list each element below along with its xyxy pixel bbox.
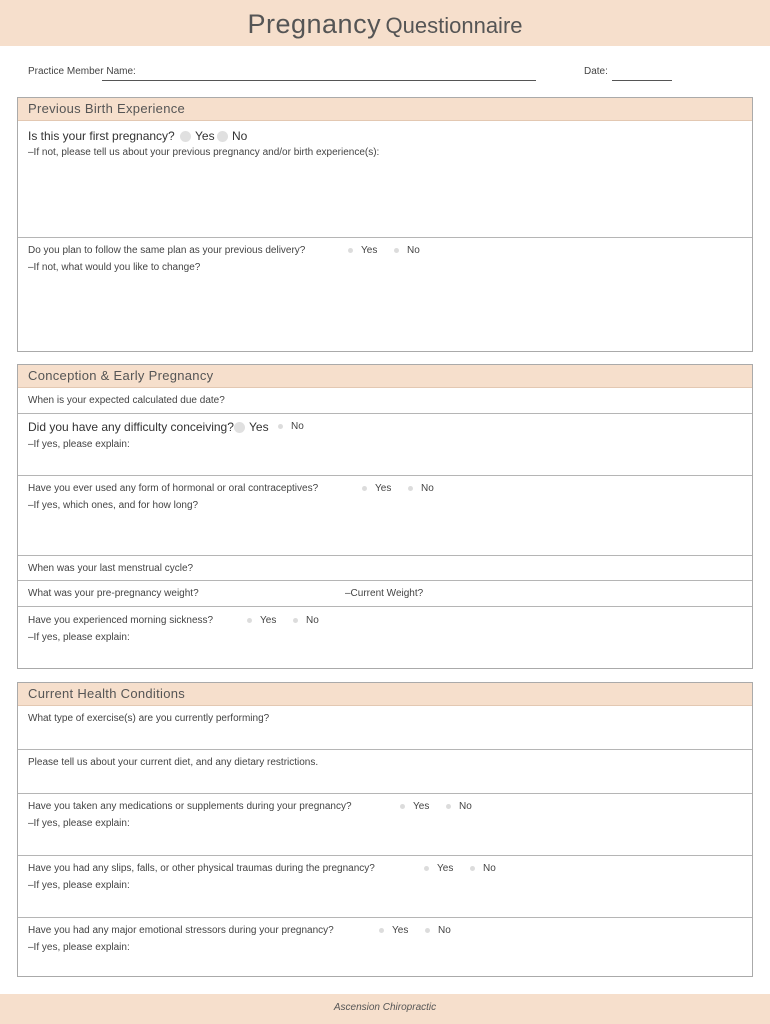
difficulty-followup: –If yes, please explain: — [28, 439, 130, 450]
first-pregnancy-followup: –If not, please tell us about your previous pregnancy and/or birth experience(s): — [28, 147, 380, 158]
radio-icon[interactable] — [394, 248, 399, 253]
radio-icon[interactable] — [362, 486, 367, 491]
date-field[interactable] — [612, 80, 672, 81]
sickness-no-option[interactable]: No — [293, 615, 319, 626]
menstrual-question: When was your last menstrual cycle? — [28, 563, 194, 574]
contraceptives-followup: –If yes, which ones, and for how long? — [28, 500, 199, 511]
contraceptives-no-option[interactable]: No — [408, 483, 434, 494]
member-name-label: Practice Member Name: — [28, 66, 136, 77]
difficulty-block — [18, 414, 752, 476]
contraceptives-question: Have you ever used any form of hormonal or oral contraceptives? — [28, 483, 319, 494]
contraceptives-block — [18, 476, 752, 556]
stressors-yes-option[interactable]: Yes — [379, 925, 408, 936]
member-name-field[interactable] — [102, 80, 536, 81]
sickness-block — [18, 607, 752, 669]
page-title-part2: Questionnaire — [385, 13, 523, 38]
same-plan-question: Do you plan to follow the same plan as your previous delivery? — [28, 245, 306, 256]
first-pregnancy-question: Is this your first pregnancy? — [28, 129, 175, 143]
radio-icon[interactable] — [180, 131, 191, 142]
section-conception — [17, 364, 753, 669]
due-date-question: When is your expected calculated due date? — [28, 395, 225, 406]
difficulty-no-option[interactable]: No — [278, 421, 304, 432]
page-header — [0, 0, 770, 46]
exercise-question: What type of exercise(s) are you currently performing? — [28, 713, 270, 724]
difficulty-question: Did you have any difficulty conceiving? — [28, 420, 234, 434]
slips-no-option[interactable]: No — [470, 863, 496, 874]
same-plan-block — [18, 238, 752, 352]
sickness-followup: –If yes, please explain: — [28, 632, 130, 643]
radio-icon[interactable] — [424, 866, 429, 871]
radio-icon[interactable] — [348, 248, 353, 253]
slips-yes-option[interactable]: Yes — [424, 863, 453, 874]
current-weight-question: –Current Weight? — [345, 588, 424, 599]
section-title: Previous Birth Experience — [18, 98, 752, 121]
stressors-followup: –If yes, please explain: — [28, 942, 130, 953]
due-date-block — [18, 388, 752, 414]
menstrual-block — [18, 556, 752, 581]
section-health — [17, 682, 753, 977]
same-plan-followup: –If not, what would you like to change? — [28, 262, 201, 273]
medications-question: Have you taken any medications or supplements during your pregnancy? — [28, 801, 352, 812]
exercise-block — [18, 706, 752, 750]
page-title-part1: Pregnancy — [247, 9, 382, 39]
medications-followup: –If yes, please explain: — [28, 818, 130, 829]
weight-question: What was your pre-pregnancy weight? — [28, 588, 199, 599]
section-title: Current Health Conditions — [18, 683, 752, 706]
radio-icon[interactable] — [446, 804, 451, 809]
radio-icon[interactable] — [425, 928, 430, 933]
same-plan-yes-option[interactable]: Yes — [348, 245, 377, 256]
same-plan-no-option[interactable]: No — [394, 245, 420, 256]
slips-block — [18, 856, 752, 918]
sickness-question: Have you experienced morning sickness? — [28, 615, 214, 626]
radio-icon[interactable] — [234, 422, 245, 433]
page-footer — [0, 994, 770, 1024]
section-previous-birth — [17, 97, 753, 352]
medications-yes-option[interactable]: Yes — [400, 801, 429, 812]
first-pregnancy-block — [18, 121, 752, 238]
radio-icon[interactable] — [217, 131, 228, 142]
radio-icon[interactable] — [247, 618, 252, 623]
radio-icon[interactable] — [400, 804, 405, 809]
radio-icon[interactable] — [379, 928, 384, 933]
stressors-question: Have you had any major emotional stressors during your pregnancy? — [28, 925, 334, 936]
radio-icon[interactable] — [293, 618, 298, 623]
medications-block — [18, 794, 752, 856]
diet-question: Please tell us about your current diet, and any dietary restrictions. — [28, 757, 319, 768]
first-pregnancy-yes-option[interactable]: Yes — [180, 129, 215, 143]
radio-icon[interactable] — [278, 424, 283, 429]
radio-icon[interactable] — [408, 486, 413, 491]
footer-text: Ascension Chiropractic — [333, 1002, 437, 1013]
section-title: Conception & Early Pregnancy — [18, 365, 752, 388]
slips-question: Have you had any slips, falls, or other physical traumas during the pregnancy? — [28, 863, 375, 874]
date-label: Date: — [584, 66, 608, 77]
stressors-no-option[interactable]: No — [425, 925, 451, 936]
diet-block — [18, 750, 752, 794]
difficulty-yes-option[interactable]: Yes — [234, 420, 269, 434]
contraceptives-yes-option[interactable]: Yes — [362, 483, 391, 494]
sickness-yes-option[interactable]: Yes — [247, 615, 276, 626]
first-pregnancy-no-option[interactable]: No — [217, 129, 247, 143]
medications-no-option[interactable]: No — [446, 801, 472, 812]
stressors-block — [18, 918, 752, 977]
weight-block — [18, 581, 752, 607]
radio-icon[interactable] — [470, 866, 475, 871]
slips-followup: –If yes, please explain: — [28, 880, 130, 891]
